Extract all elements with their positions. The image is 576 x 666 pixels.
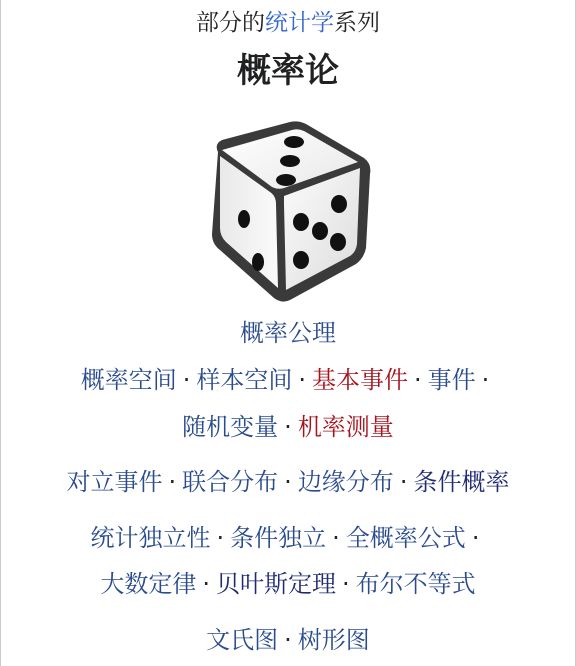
link-probability-axioms[interactable]: 概率公理 [240,319,336,347]
separator: · [471,524,480,552]
link-conditional-probability[interactable]: 条件概率 [413,468,510,496]
series-prefix: 部分的 [196,10,265,36]
link-probability-space[interactable]: 概率空间 [80,366,177,394]
separator: · [202,570,210,598]
dice-icon[interactable] [206,118,376,302]
link-tree-diagram[interactable]: 树形图 [297,626,370,654]
link-bayes-theorem[interactable]: 贝叶斯定理 [216,570,336,598]
separator: · [481,366,490,394]
separator: · [298,366,306,394]
nav-row-5 [1,515,575,561]
link-booles-inequality[interactable]: 布尔不等式 [355,570,476,598]
link-marginal-distribution[interactable]: 边缘分布 [297,468,394,496]
separator: · [399,468,408,496]
link-conditional-independence[interactable]: 条件独立 [230,524,327,552]
separator: · [284,413,292,441]
separator: · [168,468,177,496]
link-statistical-independence[interactable]: 统计独立性 [90,524,211,552]
nav-row-7 [1,617,575,663]
link-complementary-event[interactable]: 对立事件 [66,468,163,496]
link-venn-diagram[interactable]: 文氏图 [206,626,279,654]
separator: · [284,626,292,654]
link-law-of-total-probability[interactable]: 全概率公式 [345,524,466,552]
link-sample-space[interactable]: 样本空间 [196,366,293,394]
separator: · [332,524,340,552]
link-event[interactable]: 事件 [427,366,476,394]
page-title: 概率论 [237,51,339,91]
separator: · [284,468,292,496]
nav-row-6 [1,561,575,607]
nav-row-3 [1,404,575,450]
link-joint-distribution[interactable]: 联合分布 [182,468,279,496]
series-suffix: 系列 [334,10,380,36]
series-caption [1,6,575,40]
link-probability-measure[interactable]: 机率测量 [297,413,394,441]
statistics-link[interactable]: 统计学 [265,10,334,36]
nav-row-axioms [1,310,575,356]
link-law-of-large-numbers[interactable]: 大数定律 [100,570,197,598]
nav-row-4 [1,459,575,505]
separator: · [414,366,422,394]
separator: · [182,366,191,394]
link-elementary-event[interactable]: 基本事件 [312,366,408,394]
separator: · [342,570,350,598]
nav-row-2 [1,357,575,403]
separator: · [216,524,225,552]
link-random-variable[interactable]: 随机变量 [182,413,279,441]
